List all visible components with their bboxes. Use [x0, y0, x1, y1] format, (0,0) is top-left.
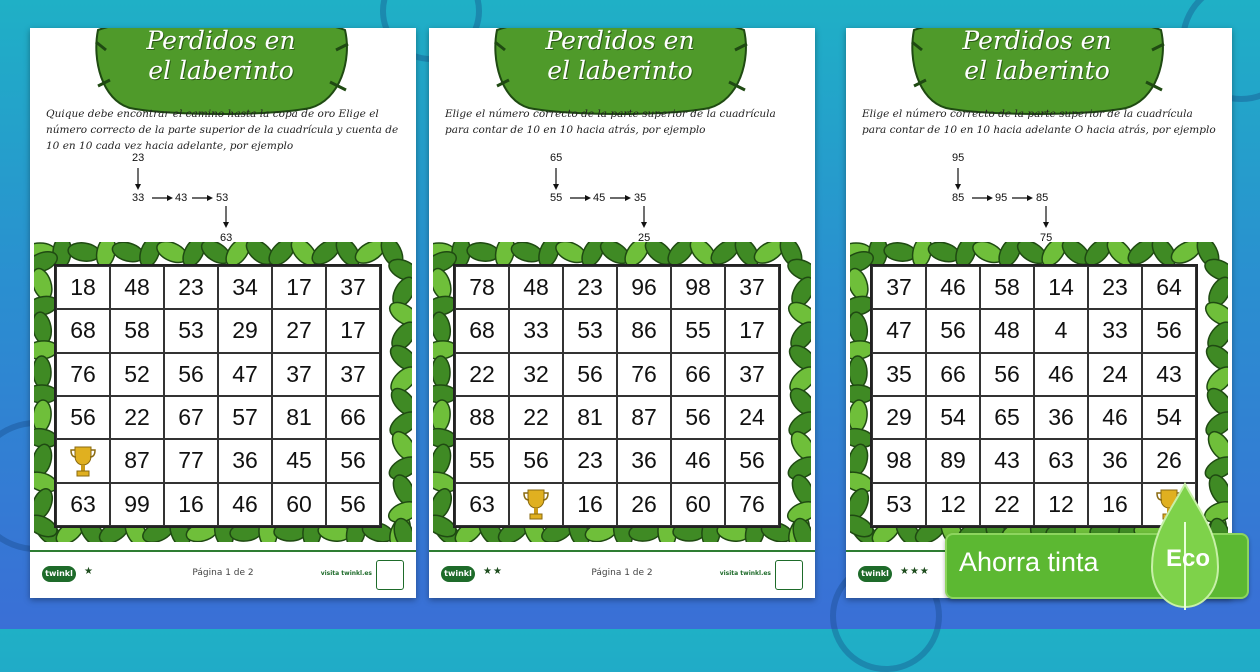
footer [429, 550, 815, 598]
example-step-3: 85 [1036, 192, 1049, 204]
grid-cell[interactable]: 36 [1088, 439, 1142, 482]
grid-cell[interactable]: 55 [455, 439, 509, 482]
grid-cell[interactable]: 17 [272, 266, 326, 309]
grid-cell[interactable]: 33 [1088, 309, 1142, 352]
grid-cell[interactable]: 16 [563, 483, 617, 526]
grid-cell[interactable]: 66 [671, 353, 725, 396]
example-diagram [548, 152, 668, 252]
grid-cell[interactable]: 76 [56, 353, 110, 396]
instructions: Quique debe encontrar el camino hasta la copa de oro Elige el número correcto de la parte superior de la cuadrícula y cuenta de 10 en 10 cada vez hacia adelante, por ejemplo [46, 108, 399, 152]
grid-cell[interactable]: 56 [326, 439, 380, 482]
maze-grid [54, 264, 382, 528]
title-line-1: Perdidos en [545, 28, 695, 55]
example-step-2: 95 [995, 192, 1008, 204]
grid-cell[interactable]: 52 [110, 353, 164, 396]
grid-cell[interactable]: 35 [872, 353, 926, 396]
grid-cell[interactable]: 47 [872, 309, 926, 352]
difficulty-stars: ★★ [483, 566, 503, 577]
footer [30, 550, 416, 598]
grid-cell[interactable]: 23 [563, 439, 617, 482]
grid-cell[interactable]: 24 [725, 396, 779, 439]
grid-cell[interactable]: 16 [1088, 483, 1142, 526]
grid-cell[interactable]: 37 [326, 353, 380, 396]
worksheet-2 [429, 28, 815, 598]
trophy-icon [69, 444, 97, 478]
example-step-1: 55 [550, 192, 563, 204]
instructions: Elige el número correcto de la parte superior de la cuadrícula para contar de 10 en 10 hacia adelante O hacia atrás, por ejemplo [862, 108, 1216, 136]
grid-cell[interactable]: 86 [617, 309, 671, 352]
worksheet-1 [30, 28, 416, 598]
grid-cell[interactable]: 48 [509, 266, 563, 309]
page-label: Página 1 de 2 [591, 568, 653, 578]
grid-cell[interactable]: 56 [980, 353, 1034, 396]
title-line-2: el laberinto [547, 56, 693, 85]
grid-cell[interactable]: 56 [725, 439, 779, 482]
grid-cell[interactable]: 24 [1088, 353, 1142, 396]
grid-cell[interactable]: 56 [326, 483, 380, 526]
grid-cell[interactable]: 37 [725, 353, 779, 396]
grid-cell[interactable]: 87 [617, 396, 671, 439]
example-top: 23 [132, 152, 145, 164]
page-label: Página 1 de 2 [192, 568, 254, 578]
title-banner [489, 28, 751, 116]
title-line-1: Perdidos en [962, 28, 1112, 55]
grid-cell[interactable]: 47 [218, 353, 272, 396]
grid-cell[interactable]: 36 [617, 439, 671, 482]
maze-grid [870, 264, 1198, 528]
grid-cell[interactable]: 78 [455, 266, 509, 309]
grid-cell[interactable]: 22 [110, 396, 164, 439]
grid-cell[interactable]: 87 [110, 439, 164, 482]
grid-cell[interactable]: 36 [1034, 396, 1088, 439]
maze-grid [453, 264, 781, 528]
example-top: 95 [952, 152, 965, 164]
grid-cell[interactable]: 81 [272, 396, 326, 439]
grid-cell[interactable]: 46 [218, 483, 272, 526]
instructions: Elige el número correcto de la parte superior de la cuadrícula para contar de 10 en 10 hacia atrás, por ejemplo [445, 108, 776, 136]
grid-cell[interactable]: 29 [218, 309, 272, 352]
example-step-2: 45 [593, 192, 606, 204]
grid-cell[interactable]: 37 [272, 353, 326, 396]
grid-cell-trophy[interactable] [56, 439, 110, 482]
grid-cell[interactable]: 56 [56, 396, 110, 439]
eco-word: Eco [1165, 545, 1210, 572]
example-step-1: 85 [952, 192, 965, 204]
grid-cell[interactable]: 53 [563, 309, 617, 352]
grid-cell[interactable]: 53 [164, 309, 218, 352]
grid-cell[interactable]: 76 [617, 353, 671, 396]
grid-cell[interactable]: 89 [926, 439, 980, 482]
grid-cell[interactable]: 60 [272, 483, 326, 526]
grid-cell[interactable]: 22 [455, 353, 509, 396]
grid-cell[interactable]: 81 [563, 396, 617, 439]
grid-cell[interactable]: 58 [980, 266, 1034, 309]
grid-cell[interactable]: 65 [980, 396, 1034, 439]
grid-cell[interactable]: 63 [455, 483, 509, 526]
site-label: visita twinkl.es [719, 570, 771, 577]
grid-cell[interactable]: 43 [980, 439, 1034, 482]
grid-cell[interactable]: 26 [1142, 439, 1196, 482]
difficulty-stars: ★ [84, 566, 94, 577]
grid-cell[interactable]: 54 [926, 396, 980, 439]
grid-cell[interactable]: 37 [725, 266, 779, 309]
grid-cell[interactable]: 99 [110, 483, 164, 526]
example-diagram [130, 152, 250, 252]
grid-cell[interactable]: 46 [1034, 353, 1088, 396]
grid-cell[interactable]: 54 [1142, 396, 1196, 439]
grid-cell[interactable]: 17 [326, 309, 380, 352]
grid-cell[interactable]: 96 [617, 266, 671, 309]
grid-cell[interactable]: 22 [980, 483, 1034, 526]
grid-cell[interactable]: 17 [725, 309, 779, 352]
grid-cell[interactable]: 46 [1088, 396, 1142, 439]
grid-cell[interactable]: 48 [110, 266, 164, 309]
example-top: 65 [550, 152, 563, 164]
difficulty-stars: ★★★ [900, 566, 930, 577]
grid-cell[interactable]: 64 [1142, 266, 1196, 309]
grid-cell[interactable]: 48 [980, 309, 1034, 352]
eco-badge-text: Ahorra tinta [959, 547, 1099, 577]
grid-cell[interactable]: 98 [872, 439, 926, 482]
twinkl-logo: twinkl [441, 566, 475, 582]
grid-cell[interactable]: 43 [1142, 353, 1196, 396]
grid-cell[interactable]: 56 [1142, 309, 1196, 352]
example-bottom: 75 [1040, 232, 1053, 244]
trophy-icon [522, 487, 550, 521]
title-line-1: Perdidos en [146, 28, 296, 55]
grid-cell[interactable]: 55 [671, 309, 725, 352]
grid-cell[interactable]: 56 [509, 439, 563, 482]
grid-cell[interactable]: 45 [272, 439, 326, 482]
grid-cell[interactable]: 56 [563, 353, 617, 396]
grid-cell[interactable]: 37 [326, 266, 380, 309]
grid-cell[interactable]: 63 [56, 483, 110, 526]
grid-cell[interactable]: 68 [455, 309, 509, 352]
grid-cell[interactable]: 98 [671, 266, 725, 309]
title-line-2: el laberinto [964, 56, 1110, 85]
grid-cell[interactable]: 16 [164, 483, 218, 526]
example-step-2: 43 [175, 192, 188, 204]
grid-cell[interactable]: 76 [725, 483, 779, 526]
grid-cell[interactable]: 57 [218, 396, 272, 439]
grid-cell[interactable]: 68 [56, 309, 110, 352]
example-bottom: 63 [220, 232, 233, 244]
twinkl-logo: twinkl [42, 566, 76, 582]
grid-cell[interactable]: 33 [509, 309, 563, 352]
grid-cell[interactable]: 46 [926, 266, 980, 309]
example-diagram [950, 152, 1070, 252]
site-label: visita twinkl.es [320, 570, 372, 577]
grid-cell[interactable]: 27 [272, 309, 326, 352]
grid-cell[interactable]: 63 [1034, 439, 1088, 482]
grid-cell[interactable]: 4 [1034, 309, 1088, 352]
example-step-1: 33 [132, 192, 145, 204]
grid-cell[interactable]: 88 [455, 396, 509, 439]
title-line-2: el laberinto [148, 56, 294, 85]
title-banner [906, 28, 1168, 116]
grid-cell[interactable]: 53 [872, 483, 926, 526]
grid-cell[interactable]: 37 [872, 266, 926, 309]
grid-cell[interactable]: 66 [326, 396, 380, 439]
grid-cell[interactable]: 23 [563, 266, 617, 309]
grid-cell[interactable]: 12 [926, 483, 980, 526]
grid-cell[interactable]: 46 [671, 439, 725, 482]
grid-cell[interactable]: 67 [164, 396, 218, 439]
grid-cell[interactable]: 29 [872, 396, 926, 439]
grid-cell[interactable]: 23 [164, 266, 218, 309]
grid-cell[interactable]: 58 [110, 309, 164, 352]
grid-cell[interactable]: 23 [1088, 266, 1142, 309]
quality-badge-icon [376, 560, 404, 590]
grid-cell[interactable]: 56 [926, 309, 980, 352]
grid-cell[interactable]: 32 [509, 353, 563, 396]
example-step-3: 53 [216, 192, 229, 204]
grid-cell[interactable]: 26 [617, 483, 671, 526]
twinkl-logo: twinkl [858, 566, 892, 582]
grid-cell[interactable]: 56 [164, 353, 218, 396]
grid-cell[interactable]: 12 [1034, 483, 1088, 526]
quality-badge-icon [775, 560, 803, 590]
example-bottom: 25 [638, 232, 651, 244]
grid-cell[interactable]: 18 [56, 266, 110, 309]
title-banner [90, 28, 352, 116]
grid-cell[interactable]: 56 [671, 396, 725, 439]
grid-cell-trophy[interactable] [509, 483, 563, 526]
grid-cell[interactable]: 34 [218, 266, 272, 309]
grid-cell[interactable]: 77 [164, 439, 218, 482]
grid-cell[interactable]: 60 [671, 483, 725, 526]
example-step-3: 35 [634, 192, 647, 204]
grid-cell[interactable]: 14 [1034, 266, 1088, 309]
grid-cell[interactable]: 36 [218, 439, 272, 482]
grid-cell[interactable]: 66 [926, 353, 980, 396]
grid-cell[interactable]: 22 [509, 396, 563, 439]
